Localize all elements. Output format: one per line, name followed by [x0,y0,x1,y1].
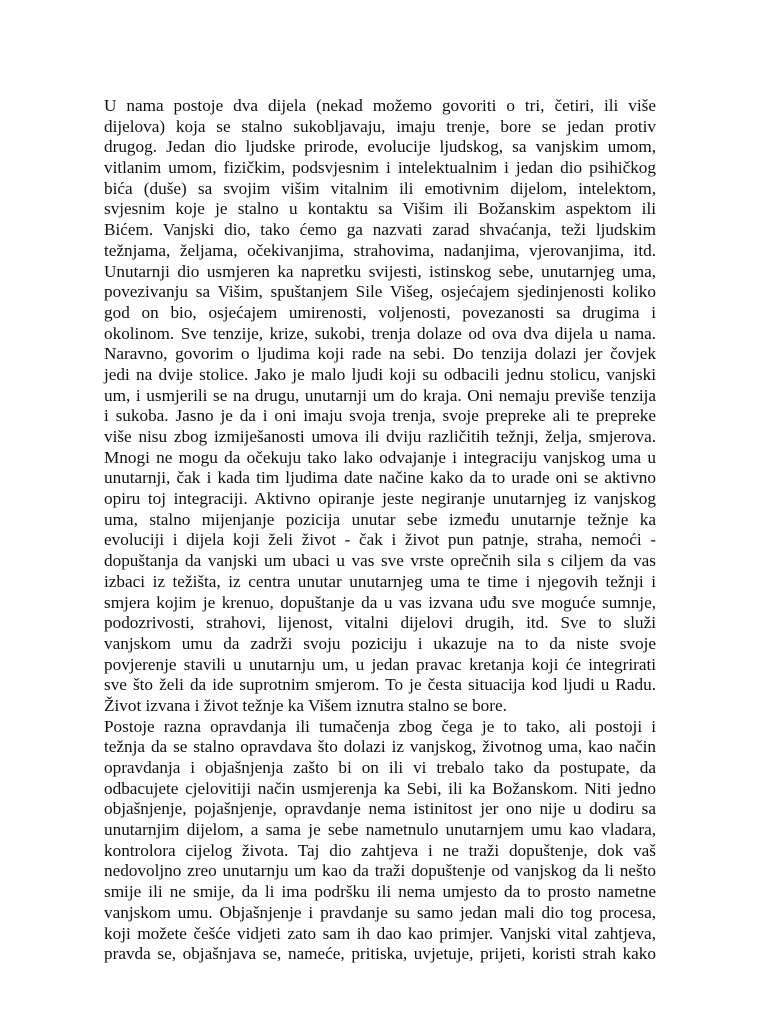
text-line: pravda se, objašnjava se, nameće, pritiska, uvjetuje, prijeti, koristi strah kako [104,944,656,964]
text-line: unutarnji, čak i kada tim ljudima date načine kako da to urade oni se aktivno [104,468,656,488]
text-line: okolinom. Sve tenzije, krize, sukobi, trenja dolaze od ova dva dijela u nama. [104,323,656,343]
text-line: smjera kojim je krenuo, dopuštanje da u vas izvana uđu sve moguće sumnje, [104,592,656,612]
text-line: god on bio, osjećajem umirenosti, voljenosti, povezanosti sa drugima i [104,302,656,322]
paragraph-2 [104,717,656,965]
text-line: Naravno, govorim o ljudima koji rade na sebi. Do tenzija dolazi jer čovjek [104,344,656,364]
text-line: vanjskom umu. Objašnjenje i pravdanje su samo jedan mali dio tog procesa, [104,902,656,922]
text-line: Unutarnji dio usmjeren ka napretku svijesti, istinskog sebe, unutarnjeg uma, [104,261,656,281]
text-line: Mnogi ne mogu da očekuju tako lako odvajanje i integraciju vanjskog uma u [104,447,656,467]
text-line: sve što želi da ide suprotnim smjerom. To je česta situacija kod ljudi u Radu. [104,675,656,695]
text-line: težnja da se stalno opravdava što dolazi iz vanjskog, životnog uma, kao način [104,737,656,757]
text-line: kontrolora cijelog života. Taj dio zahtjeva i ne traži dopuštenje, dok vaš [104,840,656,860]
text-line: evoluciji i dijela koji želi život - čak i život pun patnje, straha, nemoći - [104,530,656,550]
text-line: podozrivosti, strahovi, lijenost, vitalni dijelovi drugih, itd. Sve to služi [104,613,656,633]
text-line: težnjama, željama, očekivanjima, strahovima, nadanjima, vjerovanjima, itd. [104,240,656,260]
text-line: smije ili ne smije, da li ima podršku ili nema umjesto da to prosto nametne [104,882,656,902]
text-line: koji možete češće vidjeti zato sam ih dao kao primjer. Vanjski vital zahtjeva, [104,923,656,943]
text-line: odbacujete cjelovitiji način usmjerenja ka Sebi, ili ka Božanskom. Niti jedno [104,778,656,798]
text-line: nedovoljno zreo unutarnju um kao da traži dopuštenje od vanjskog da li nešto [104,861,656,881]
text-line: jedi na dvije stolice. Jako je malo ljudi koji su odbacili jednu stolicu, vanjski [104,364,656,384]
text-line: svjesnim koje je stalno u kontaktu sa Višim ili Božanskim aspektom ili [104,199,656,219]
text-line: više nisu zbog izmiješanosti umova ili dviju različitih težnji, želja, smjerova. [104,427,656,446]
text-line: vanjskom umu da zadrži svoju poziciju i ukazuje na to da niste svoje [104,633,656,653]
text-line: izbaci iz težišta, iz centra unutar unutarnjeg uma te time i njegovih težnji i [104,571,656,591]
text-line: opiru toj integraciji. Aktivno opiranje jeste negiranje unutarnjeg iz vanjskog [104,489,656,509]
text-line: objašnjenje, pojašnjenje, opravdanje nema istinitost jer ono nije u dodiru sa [104,799,656,819]
text-line: U nama postoje dva dijela (nekad možemo govoriti o tri, četiri, ili više [104,96,656,115]
text-line: drugog. Jedan dio ljudske prirode, evolucije ljudskog, sa vanjskim umom, [104,137,656,157]
document-page [104,96,656,965]
text-line: opravdanja i objašnjenja zašto bi on ili vi trebalo tako da postupate, da [104,758,656,777]
text-line: Postoje razna opravdanja ili tumačenja zbog čega je to tako, ali postoji i [104,716,656,736]
paragraph-1 [104,96,656,717]
text-line: i sukoba. Jasno je da i oni imaju svoja trenja, svoje prepreke ali te prepreke [104,406,656,426]
text-line: povjerenje stavili u unutarnju um, u jedan pravac kretanja koji će integrirati [104,654,656,674]
text-line: dijelova) koja se stalno sukobljavaju, imaju trenje, bore se jedan protiv [104,116,656,136]
text-line: Bićem. Vanjski dio, tako ćemo ga nazvati zarad shvaćanja, teži ljudskim [104,220,656,240]
text-line: bića (duše) sa svojim višim vitalnim ili emotivnim dijelom, intelektom, [104,178,656,198]
text-line: Život izvana i život težnje ka Višem iznutra stalno se bore. [104,695,507,715]
text-line: dopuštanja da vanjski um ubaci u vas sve vrste oprečnih sila s ciljem da vas [104,551,656,571]
text-line: vitlanim umom, fizičkim, podsvjesnim i intelektualnim i jedan dio psihičkog [104,158,656,178]
text-line: um, i usmjerili se na drugu, unutarnji um do kraja. Oni nemaju previše tenzija [104,385,656,405]
text-line: unutarnjim dijelom, a sama je sebe nametnulo unutarnjem umu kao vladara, [104,820,656,840]
text-line: uma, stalno mijenjanje pozicija unutar sebe između unutarnje težnje ka [104,509,656,529]
text-line: povezivanju sa Višim, spuštanjem Sile Višeg, osjećajem sjedinjenosti koliko [104,282,656,302]
